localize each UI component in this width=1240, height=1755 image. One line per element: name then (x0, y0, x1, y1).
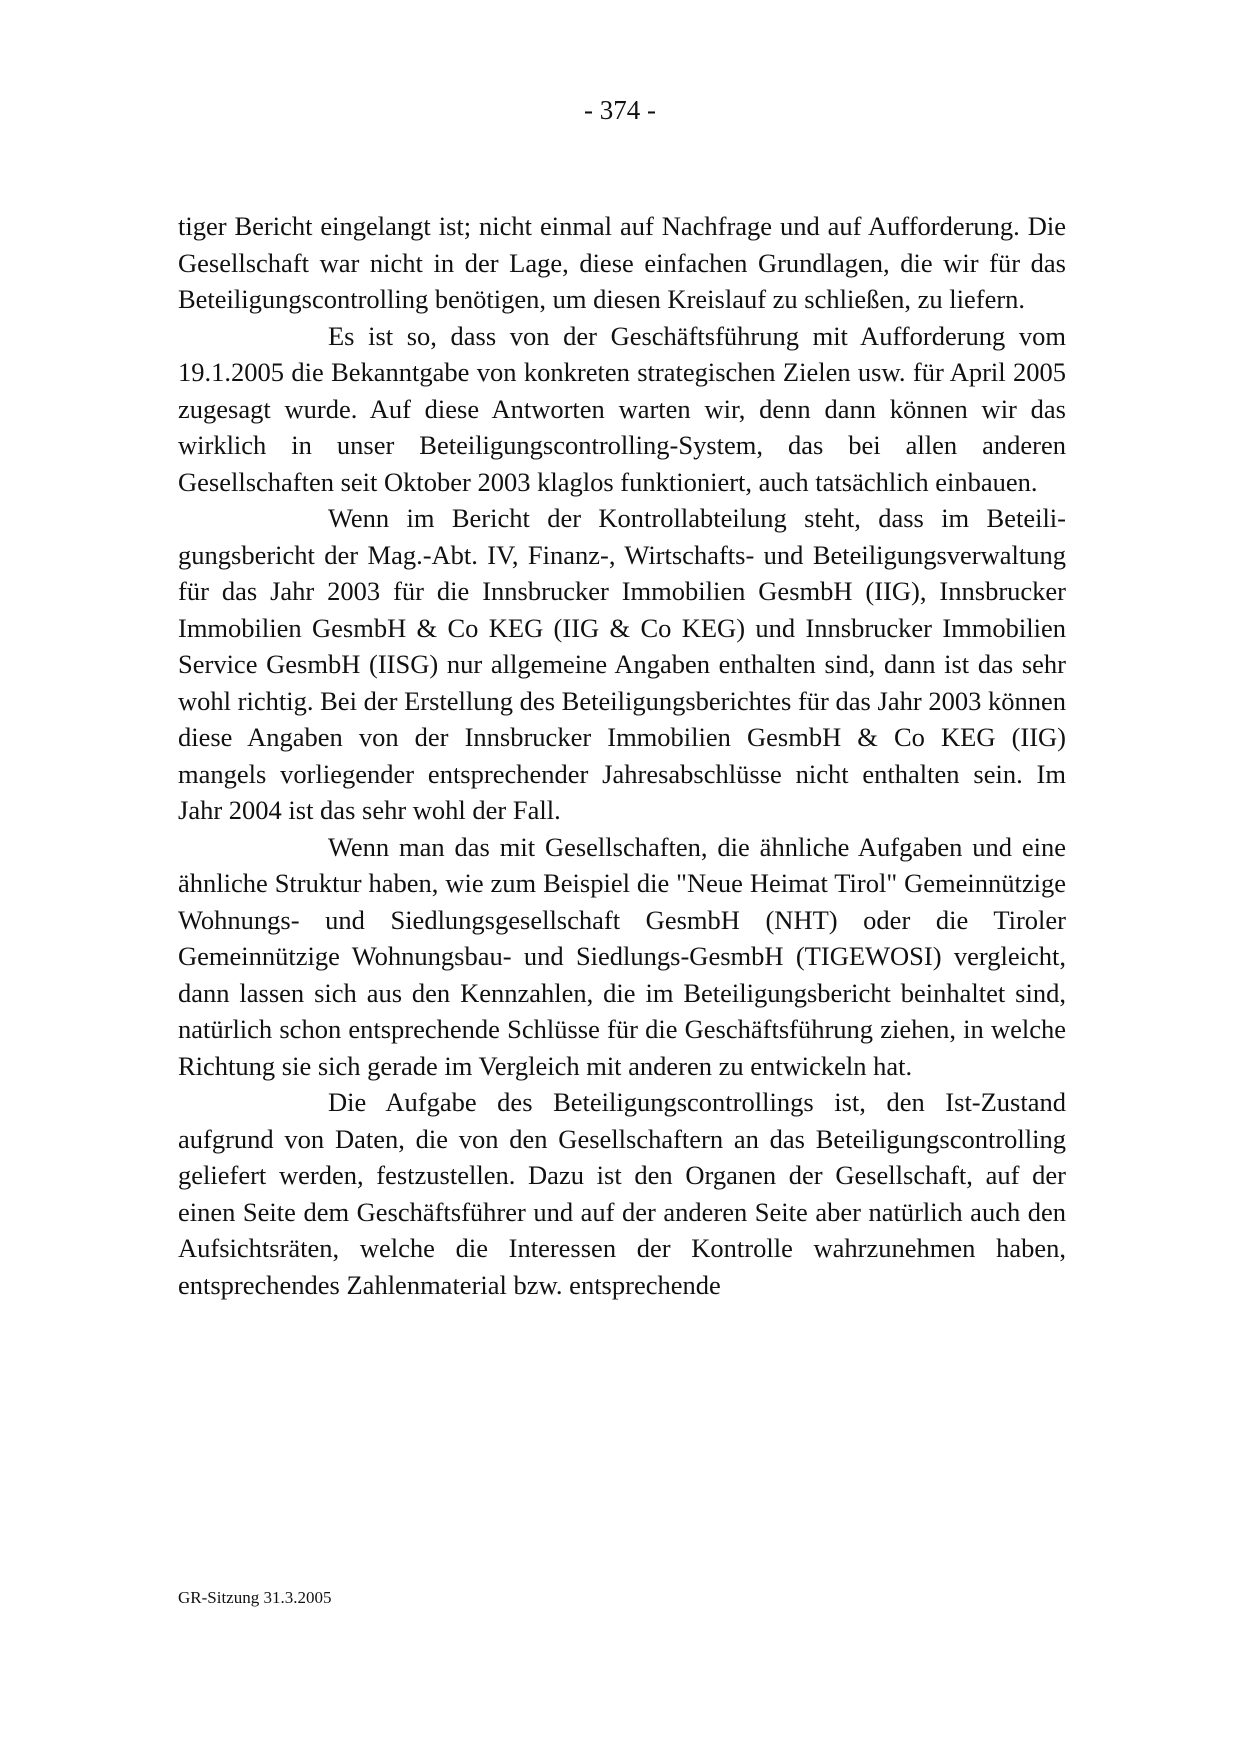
paragraph: tiger Bericht eingelangt ist; nicht einmal auf Nachfrage und auf Aufforderung. Die Gesellschaft war nicht in der Lage, diese einfachen Grundlagen, die wir für das Beteiligungscontrolling benötigen, um diesen Kreislauf zu schließen, zu liefern. (178, 211, 1066, 314)
paragraph: Die Aufgabe des Beteiligungscontrollings ist, den Ist-Zustand aufgrund von Daten, die von den Gesellschaftern an das Beteiligungscontrolling geliefert werden, festzustellen. Dazu ist den Organen der Gesellschaft, auf der einen Seite dem Geschäftsführer und auf der anderen Seite aber natürlich auch den Aufsichtsräten, welche die Interessen der Kontrolle wahrzunehmen haben, entsprechendes Zahlenmaterial bzw. entsprechende (178, 1087, 1066, 1300)
page-number: - 374 - (584, 95, 656, 125)
paragraph: Wenn man das mit Gesellschaften, die ähnliche Aufgaben und eine ähnliche Struktur haben, wie zum Beispiel die "Neue Heimat Tirol" Gemeinnützige Wohnungs- und Siedlungsgesellschaft GesmbH (NHT) oder die Tiroler Gemeinnützige Wohnungsbau- und Siedlungs-GesmbH (TIGEWOSI) vergleicht, dann lassen sich aus den Kennzahlen, die im Beteiligungsbericht beinhaltet sind, natürlich schon entsprechende Schlüsse für die Geschäftsführung ziehen, in welche Richtung sie sich gerade im Vergleich mit anderen zu entwickeln hat. (178, 831, 1066, 1081)
paragraph: Wenn im Bericht der Kontrollabteilung steht, dass im Beteiligungsbericht der Mag.-Abt. IV, Finanz-, Wirtschafts- und Beteiligungsverwaltung für das Jahr 2003 für die Innsbrucker Immobilien GesmbH (IIG), Innsbrucker Immobilien GesmbH & Co KEG (IIG & Co KEG) und Innsbrucker Immobilien Service GesmbH (IISG) nur allgemeine Angaben enthalten sind, dann ist das sehr wohl richtig. Bei der Erstellung des Beteiligungsberichtes für das Jahr 2003 können diese Angaben von der Innsbrucker Immobilien GesmbH & Co KEG (IIG) mangels vorliegender entsprechender Jahresabschlüsse nicht enthalten sein. Im Jahr 2004 ist das sehr wohl der Fall. (178, 503, 1066, 825)
paragraph: Es ist so, dass von der Geschäftsführung mit Aufforderung vom 19.1.2005 die Bekanntgabe von konkreten strategischen Zielen usw. für April 2005 zugesagt wurde. Auf diese Antworten warten wir, denn dann können wir das wirklich in unser Beteiligungscontrolling-System, das bei allen anderen Gesellschaften seit Oktober 2003 klaglos funktioniert, auch tatsächlich einbauen. (178, 320, 1066, 497)
body-text (178, 208, 1066, 1303)
footer-session-date: GR-Sitzung 31.3.2005 (178, 1588, 332, 1607)
